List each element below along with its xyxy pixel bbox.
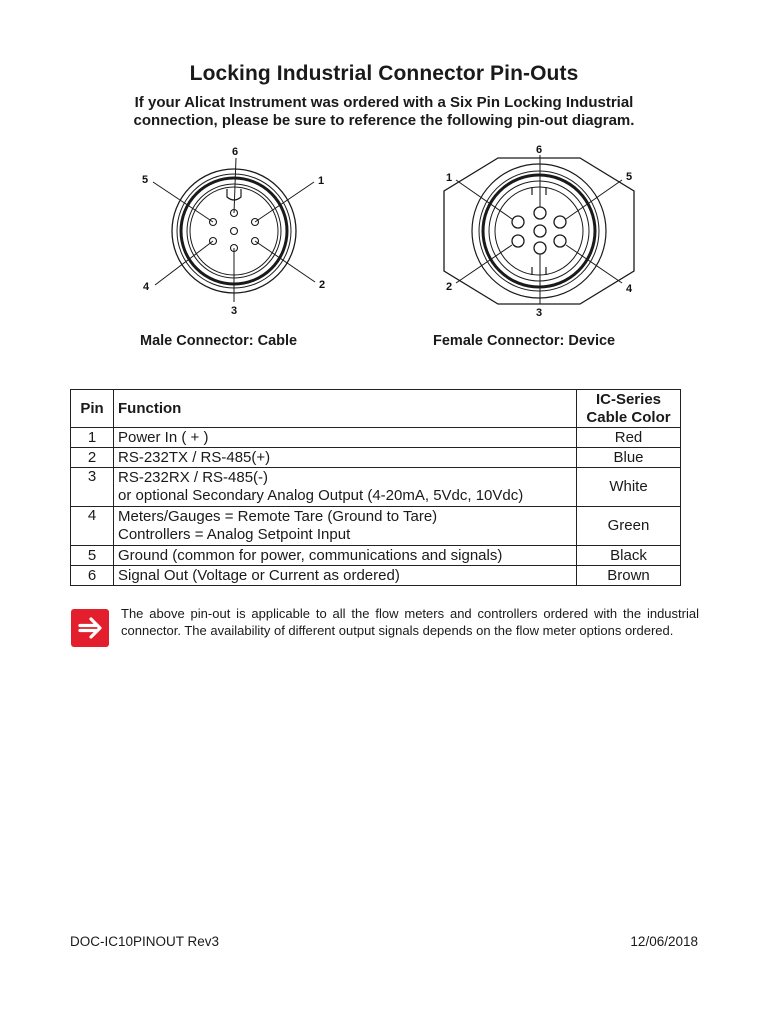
header-cable-color-line: Cable Color [586,408,671,426]
function-line: Meters/Gauges = Remote Tare (Ground to Tare) [118,508,438,525]
pin-cell: 2 [71,448,114,468]
female-connector-diagram [444,155,634,304]
table-row [71,428,681,448]
female-pin-label-6: 6 [536,144,543,156]
function-line: Power In ( + ) [118,428,209,446]
function-cell [114,507,577,546]
document-date: 12/06/2018 [630,934,698,949]
female-pin-label-4: 4 [626,283,633,295]
male-pin-label-4: 4 [143,281,150,293]
pin-cell: 4 [71,507,114,546]
female-connector-caption: Female Connector: Device [433,333,616,349]
arrow-right-icon [71,609,109,647]
function-line: Controllers = Analog Setpoint Input [118,526,351,543]
male-pin-label-3: 3 [231,305,238,317]
table-row [71,546,681,566]
function-line: RS-232TX / RS-485(+) [118,448,271,466]
function-line: RS-232RX / RS-485(-) [118,469,269,486]
function-line: Ground (common for power, communications and signals) [118,546,503,564]
header-cable-color [577,390,681,428]
male-connector-diagram [153,158,315,302]
intro-line: If your Alicat Instrument was ordered with a Six Pin Locking Industrial [134,94,634,111]
arrow-right-icon-glyph [71,609,109,647]
function-cell [114,428,577,448]
connector-diagrams [0,130,768,325]
pinout-table [70,389,681,586]
female-pin-label-5: 5 [626,171,633,183]
page-title: Locking Industrial Connector Pin-Outs [189,62,579,85]
note-text: The above pin-out is applicable to all the flow meters and controllers ordered with the industrial connector. The availability of different output signals depends on the flow meter options ordered. [121,606,699,638]
table-row [71,566,681,586]
function-cell [114,566,577,586]
table-row [71,448,681,468]
function-line: Signal Out (Voltage or Current as ordered) [118,566,400,584]
header-pin: Pin [71,390,114,428]
pin-cell: 6 [71,566,114,586]
female-pin-label-1: 1 [446,172,453,184]
color-cell: Red [577,428,681,448]
color-cell: Black [577,546,681,566]
intro-line: connection, please be sure to reference the following pin-out diagram. [133,112,635,129]
male-pin-label-1: 1 [318,175,325,187]
color-cell: White [577,468,681,507]
function-cell [114,448,577,468]
male-pin-label-2: 2 [319,279,326,291]
function-line: or optional Secondary Analog Output (4-20mA, 5Vdc, 10Vdc) [118,487,524,504]
color-cell: Blue [577,448,681,468]
document-id: DOC-IC10PINOUT Rev3 [70,934,220,949]
color-cell: Green [577,507,681,546]
female-pin-label-3: 3 [536,307,543,319]
male-pin-label-5: 5 [142,174,149,186]
pin-cell: 1 [71,428,114,448]
female-pin-label-2: 2 [446,281,453,293]
function-cell [114,468,577,507]
pin-cell: 3 [71,468,114,507]
function-cell [114,546,577,566]
pin-cell: 5 [71,546,114,566]
color-cell: Brown [577,566,681,586]
intro-text [0,94,768,130]
male-pin-label-6: 6 [232,146,239,158]
header-cable-color-line: IC-Series [595,390,662,408]
male-connector-caption: Male Connector: Cable [140,333,298,349]
table-header-row [71,390,681,428]
header-function: Function [114,390,577,428]
table-row [71,507,681,546]
table-row [71,468,681,507]
